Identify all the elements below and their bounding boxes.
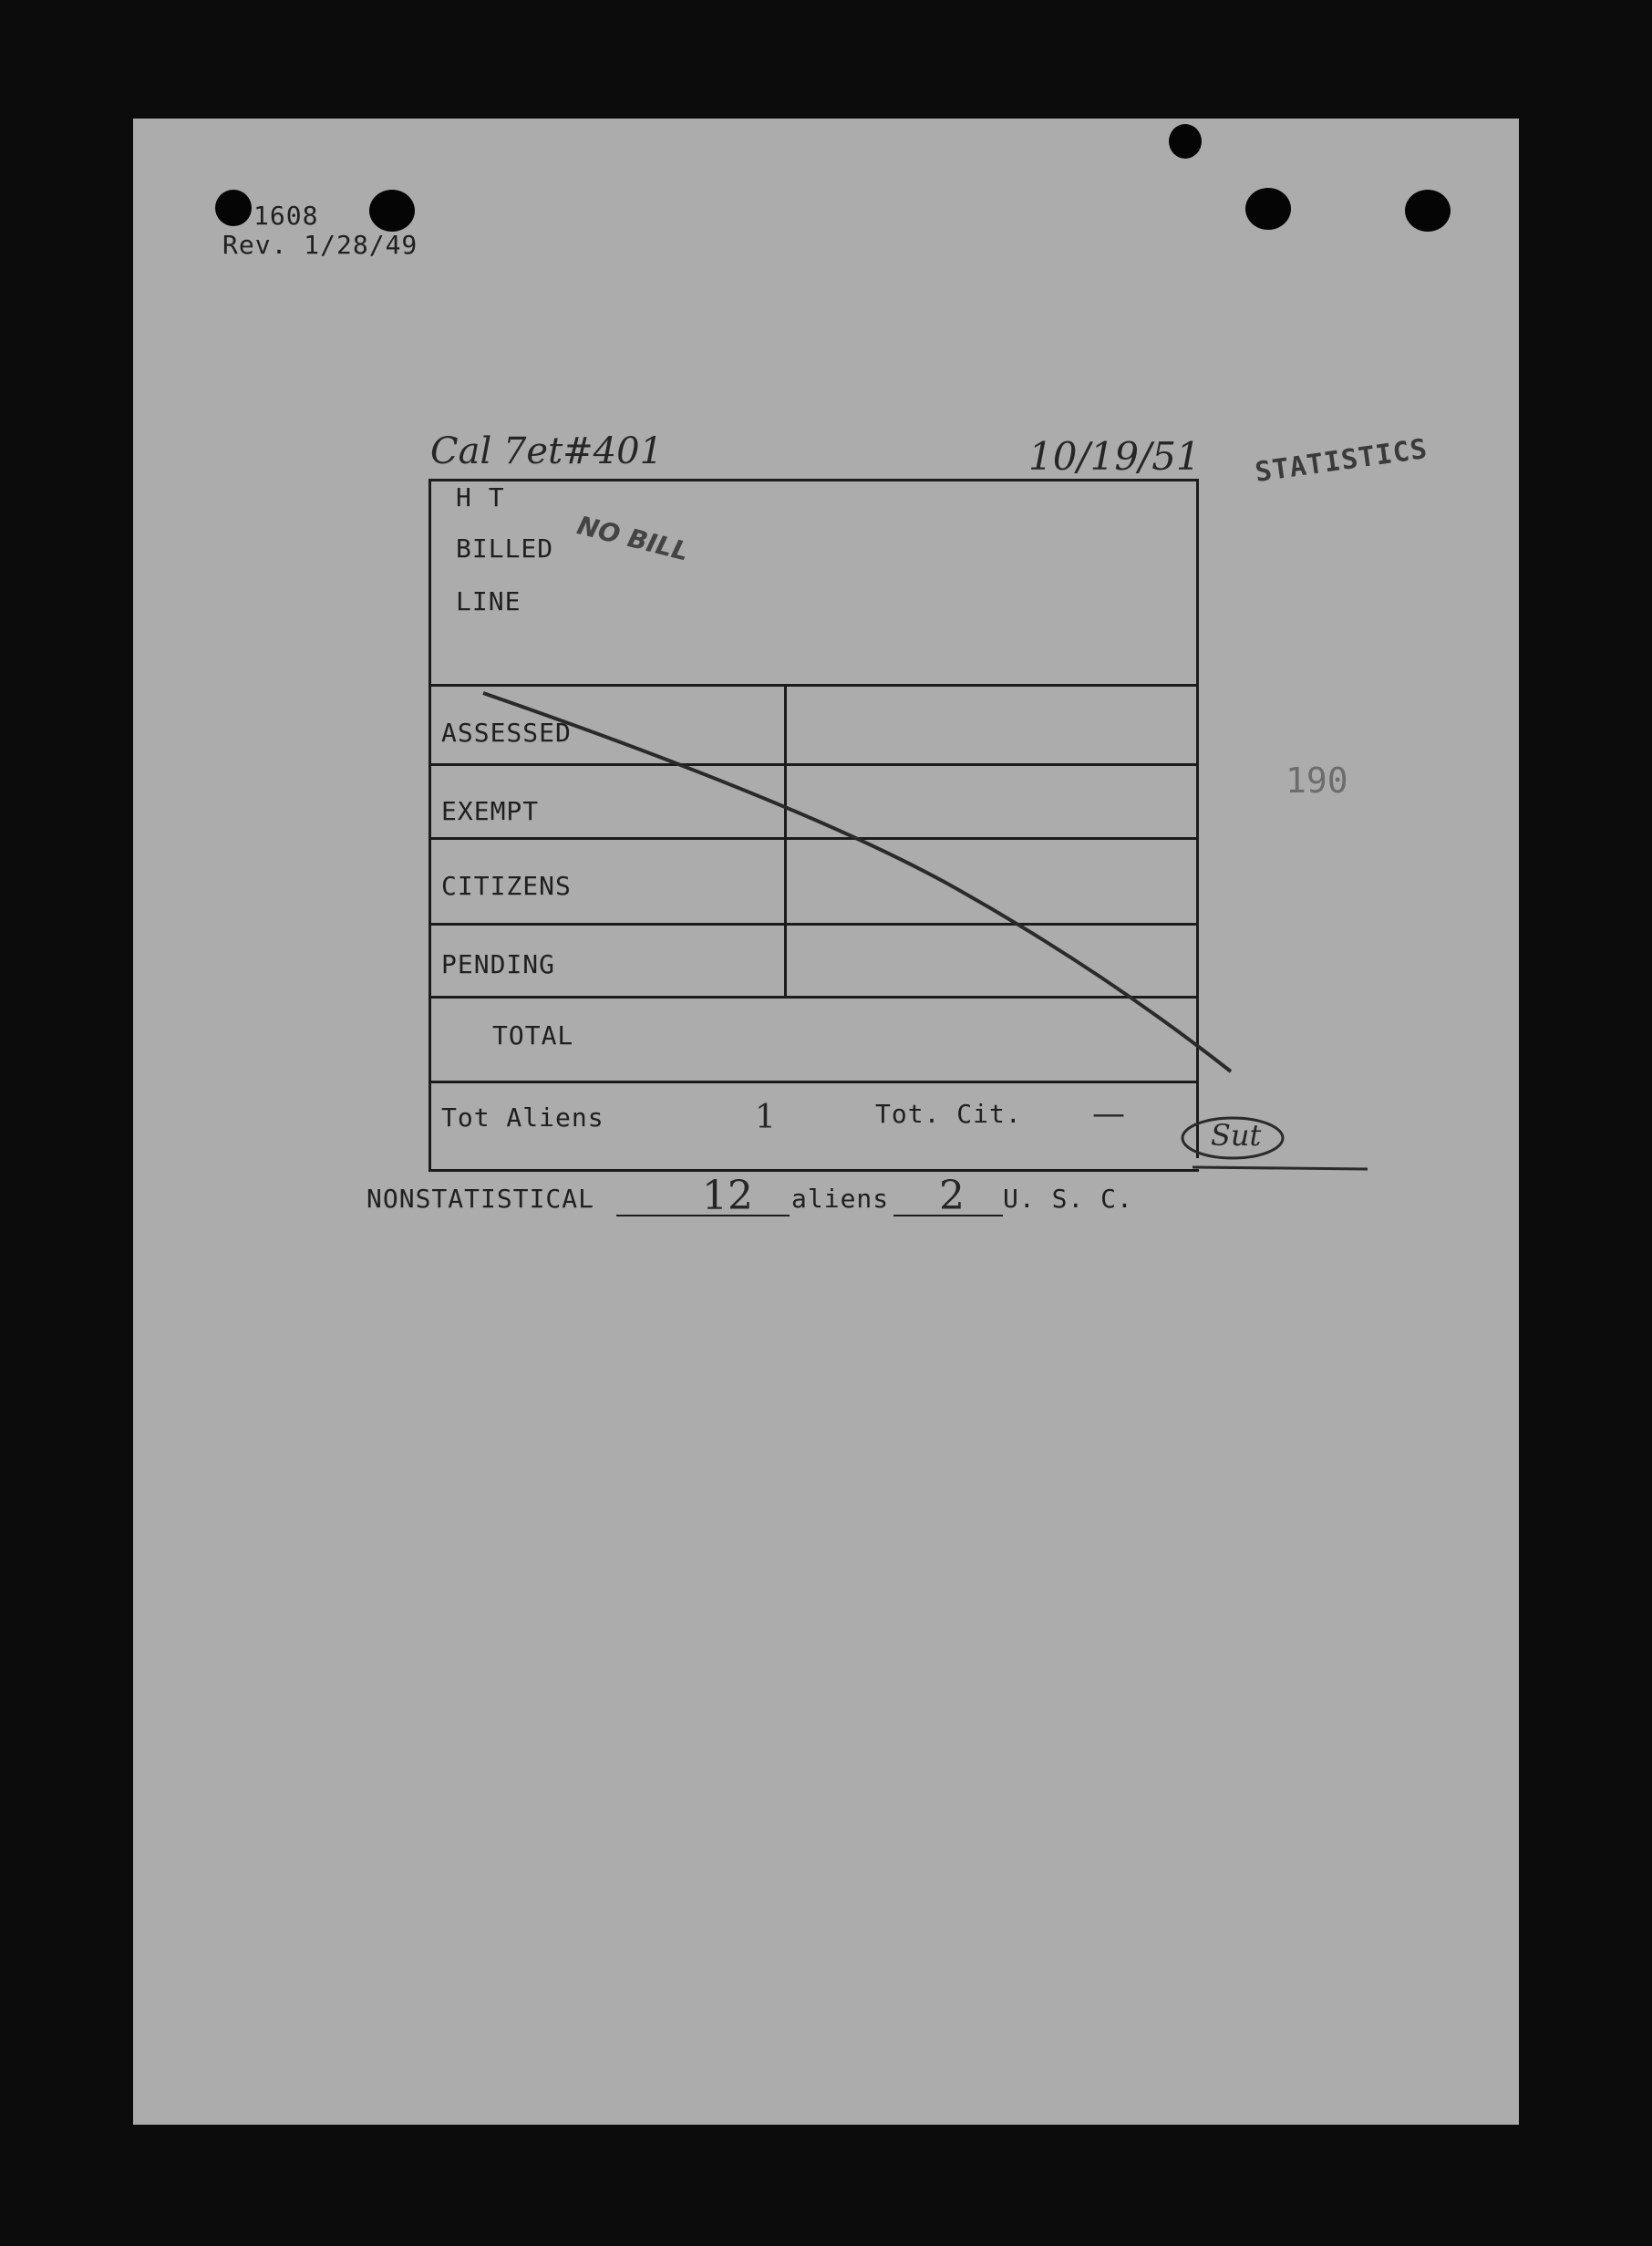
- label-billed: BILLED: [456, 533, 554, 564]
- label-total: TOTAL: [492, 1020, 574, 1051]
- table-border-bottom: [428, 1169, 1199, 1172]
- label-pending: PENDING: [441, 949, 556, 979]
- punch-hole-right-1: [1245, 188, 1291, 230]
- handwritten-reference: Cal 7et#401: [430, 430, 664, 472]
- label-exempt: EXEMPT: [441, 796, 540, 826]
- usc-label: U. S. C.: [1003, 1184, 1133, 1214]
- punch-hole-left-2: [369, 190, 415, 232]
- label-tot-cit: Tot. Cit.: [875, 1099, 1022, 1129]
- label-assessed: ASSESSED: [441, 718, 572, 748]
- form-revision: Rev. 1/28/49: [222, 230, 418, 260]
- punch-hole-left-1: [215, 190, 252, 226]
- nonstatistical-label: NONSTATISTICAL: [367, 1184, 595, 1214]
- statistics-form-table: [428, 479, 1199, 1172]
- statistics-stamp: STATISTICS: [1253, 432, 1430, 490]
- punch-hole-right-2: [1405, 190, 1451, 232]
- table-line-after-total: [428, 1081, 1199, 1083]
- label-line: LINE: [456, 586, 521, 616]
- label-ht: H T: [456, 482, 505, 512]
- value-tot-cit: —: [1092, 1095, 1125, 1133]
- initials-text: Sut: [1211, 1118, 1262, 1153]
- no-bill-stamp: NO BILL: [573, 510, 692, 567]
- paper-tear-mark: [1169, 124, 1202, 159]
- initials-scribble: [1176, 1113, 1377, 1176]
- aliens-count: 12: [702, 1173, 753, 1219]
- form-number: 1608: [253, 201, 319, 231]
- diagonal-strike-line: [428, 479, 1222, 1081]
- label-citizens: CITIZENS: [441, 871, 572, 901]
- page-number-stamp: 190: [1285, 761, 1348, 801]
- value-tot-aliens: 1: [755, 1099, 776, 1136]
- aliens-label: aliens: [791, 1184, 890, 1214]
- handwritten-date: 10/19/51: [1028, 434, 1201, 479]
- usc-count: 2: [939, 1173, 965, 1219]
- label-tot-aliens: Tot Aliens: [441, 1102, 604, 1133]
